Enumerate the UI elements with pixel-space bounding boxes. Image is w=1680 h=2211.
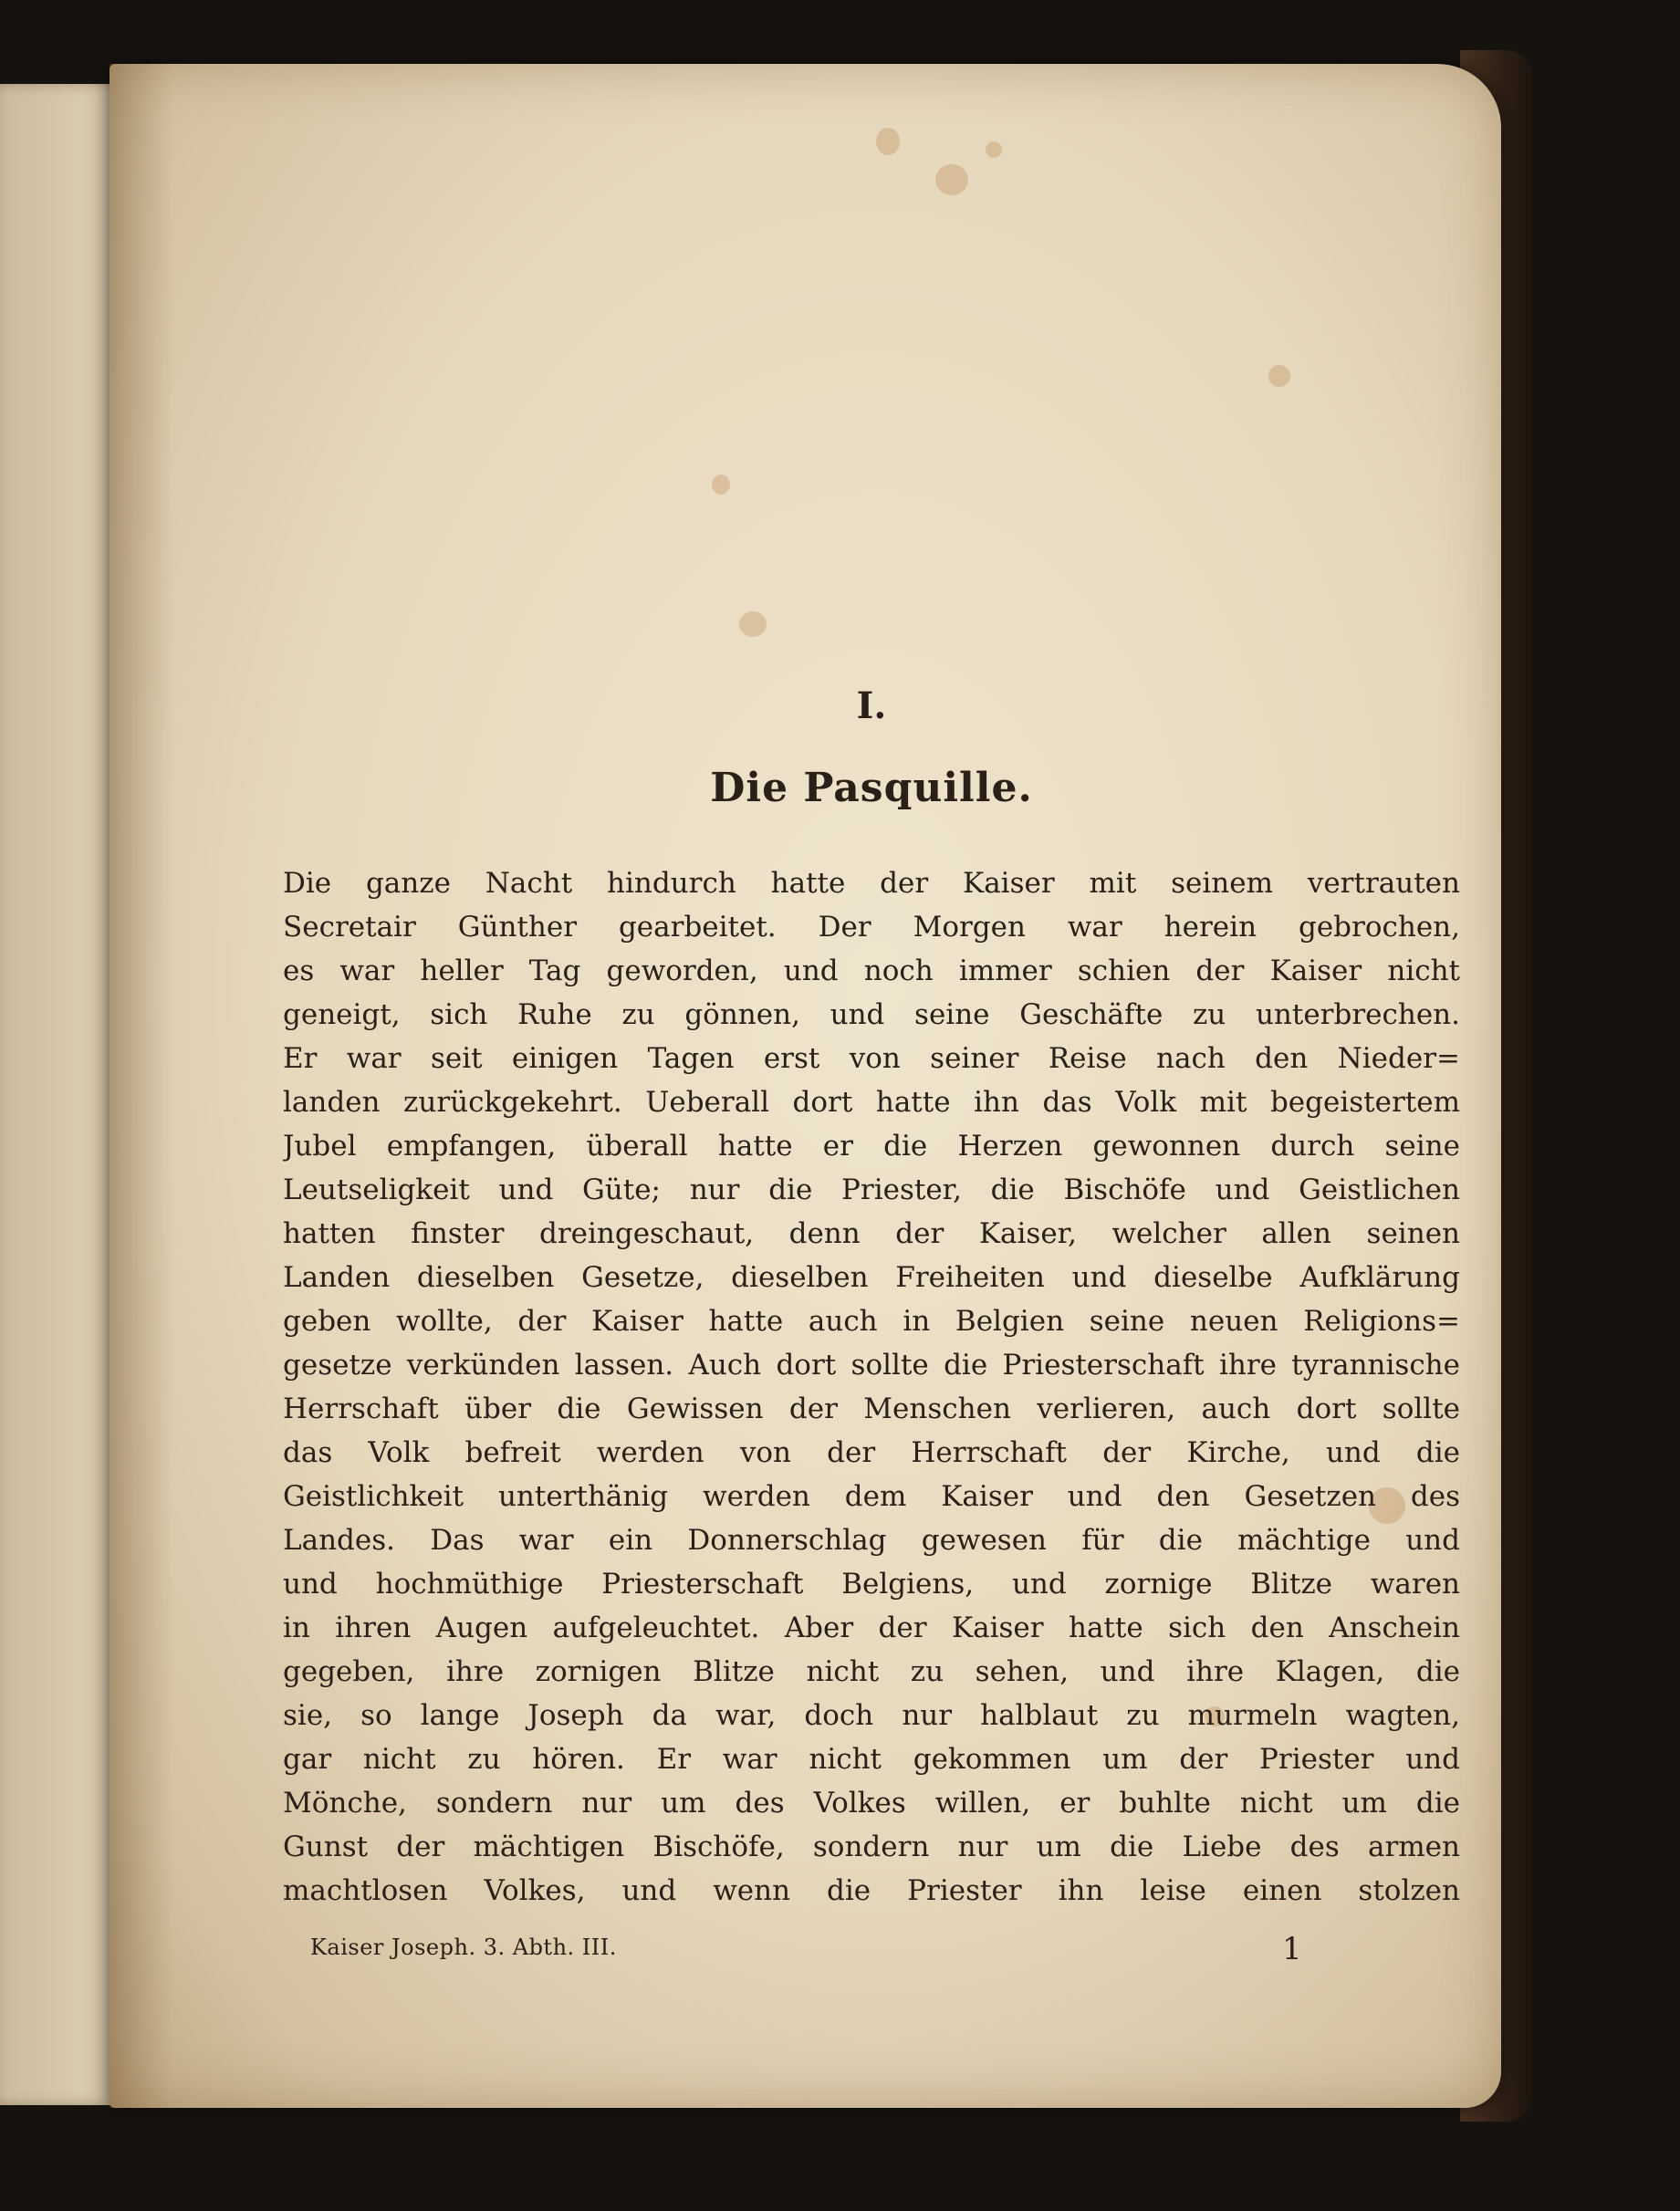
page-number: 1 — [1282, 1931, 1302, 1967]
text-line: gar nicht zu hören. Er war nicht gekommen um der Priester und — [283, 1743, 1460, 1776]
text-line: Jubel empfangen, überall hatte er die Herzen gewonnen durch seine — [283, 1130, 1460, 1163]
text-line: Geistlichkeit unterthänig werden dem Kaiser und den Gesetzen des — [283, 1480, 1460, 1513]
foxing-spot — [1268, 365, 1290, 387]
text-line: Herrschaft über die Gewissen der Menschen verlieren, auch dort sollte — [283, 1392, 1460, 1425]
foxing-spot — [935, 164, 968, 195]
text-line: Die ganze Nacht hindurch hatte der Kaiser mit seinem vertrauten — [283, 867, 1460, 900]
text-line: Landen dieselben Gesetze, dieselben Freiheiten und dieselbe Aufklärung — [283, 1261, 1460, 1294]
text-line: Mönche, sondern nur um des Volkes willen, er buhlte nicht um die — [283, 1787, 1460, 1820]
text-line: Gunst der mächtigen Bischöfe, sondern nur um die Liebe des armen — [283, 1830, 1460, 1863]
text-line: gegeben, ihre zornigen Blitze nicht zu sehen, und ihre Klagen, die — [283, 1655, 1460, 1688]
chapter-number: I. — [856, 684, 887, 727]
foxing-spot — [739, 611, 767, 637]
page-gutter-shadow — [110, 64, 173, 2108]
text-line: es war heller Tag geworden, und noch immer schien der Kaiser nicht — [283, 954, 1460, 987]
text-line: sie, so lange Joseph da war, doch nur halblaut zu murmeln wagten, — [283, 1699, 1460, 1732]
text-line: in ihren Augen aufgeleuchtet. Aber der Kaiser hatte sich den Anschein — [283, 1611, 1460, 1644]
text-line: und hochmüthige Priesterschaft Belgiens, und zornige Blitze waren — [283, 1568, 1460, 1601]
text-line: machtlosen Volkes, und wenn die Priester ihn leise einen stolzen — [283, 1874, 1460, 1907]
text-line: geben wollte, der Kaiser hatte auch in Belgien seine neuen Religions= — [283, 1305, 1460, 1338]
page-footer — [283, 1931, 1460, 1971]
text-line: Secretair Günther gearbeitet. Der Morgen war herein gebrochen, — [283, 911, 1460, 944]
text-line: Leutseligkeit und Güte; nur die Priester, die Bischöfe und Geistlichen — [283, 1173, 1460, 1206]
footer-signature: Kaiser Joseph. 3. Abth. III. — [310, 1935, 617, 1960]
text-line: Landes. Das war ein Donnerschlag gewesen für die mächtige und — [283, 1524, 1460, 1557]
chapter-title: Die Pasquille. — [710, 765, 1033, 811]
text-line: das Volk befreit werden von der Herrschaft der Kirche, und die — [283, 1436, 1460, 1469]
foxing-spot — [986, 141, 1002, 158]
text-line: landen zurückgekehrt. Ueberall dort hatte ihn das Volk mit begeistertem — [283, 1086, 1460, 1119]
text-line: Er war seit einigen Tagen erst von seiner Reise nach den Nieder= — [283, 1042, 1460, 1075]
text-line: gesetze verkünden lassen. Auch dort sollte die Priesterschaft ihre tyrannische — [283, 1349, 1460, 1382]
foxing-spot — [876, 128, 900, 155]
foxing-spot — [712, 475, 730, 495]
text-line: hatten finster dreingeschaut, denn der Kaiser, welcher allen seinen — [283, 1217, 1460, 1250]
book-page — [110, 64, 1501, 2108]
text-line: geneigt, sich Ruhe zu gönnen, und seine Geschäfte zu unterbrechen. — [283, 998, 1460, 1031]
